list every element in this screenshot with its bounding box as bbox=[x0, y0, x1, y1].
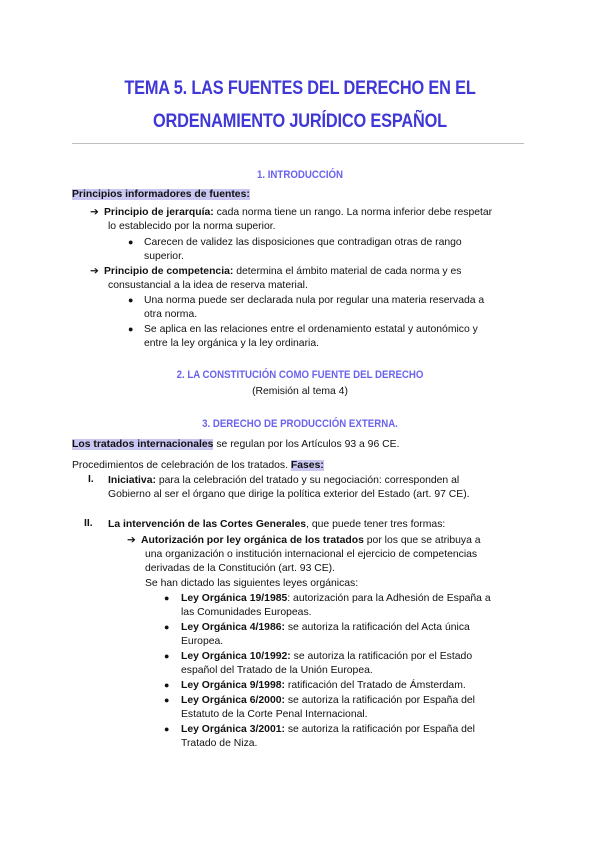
arrow-icon: ➔ bbox=[90, 207, 99, 218]
title-divider bbox=[72, 143, 524, 144]
bullet-icon: ● bbox=[128, 324, 134, 334]
law-text-cont: español del Tratado de la Unión Europea. bbox=[181, 665, 373, 676]
principle-competencia bbox=[90, 265, 461, 278]
bullet-icon: ● bbox=[164, 622, 170, 632]
principle-jerarquia-bullet: Carecen de validez las disposiciones que contradigan otras de rango bbox=[144, 237, 462, 248]
treaties-label: Los tratados internacionales bbox=[72, 439, 214, 450]
authorization-text-cont-3: Se han dictado las siguientes leyes orgánicas: bbox=[145, 578, 359, 589]
bullet-icon: ● bbox=[164, 724, 170, 734]
law-name: Ley Orgánica 6/2000: bbox=[181, 695, 285, 706]
phase-iniciativa bbox=[108, 474, 459, 487]
law-text: se autoriza la ratificación por España del bbox=[284, 724, 475, 735]
principle-competencia-text-cont: consustancial a la idea de reserva material. bbox=[108, 280, 308, 291]
procedures-line bbox=[72, 459, 324, 472]
section-note-remision: (Remisión al tema 4) bbox=[252, 386, 348, 397]
principles-label: Principios informadores de fuentes: bbox=[72, 189, 250, 200]
authorization-text-cont-1: una organización o institución internacional el ejercicio de competencias bbox=[145, 549, 478, 560]
section-heading-produccion-externa: 3. DERECHO DE PRODUCCIÓN EXTERNA. bbox=[202, 418, 398, 430]
law-name: Ley Orgánica 4/1986: bbox=[181, 622, 285, 633]
law-name: Ley Orgánica 3/2001: bbox=[181, 724, 285, 735]
bullet-icon: ● bbox=[128, 295, 134, 305]
law-text-cont: las Comunidades Europeas. bbox=[181, 607, 312, 618]
authorization-text: por los que se atribuya a bbox=[363, 535, 481, 546]
principle-competencia-bullet-1: Una norma puede ser declarada nula por regular una materia reservada a bbox=[144, 295, 485, 306]
principle-competencia-label: Principio de competencia: bbox=[104, 266, 234, 277]
principle-jerarquia-label: Principio de jerarquía: bbox=[104, 207, 214, 218]
bullet-icon: ● bbox=[128, 237, 134, 247]
principle-jerarquia-bullet-cont: superior. bbox=[144, 251, 184, 262]
arrow-icon: ➔ bbox=[127, 535, 136, 546]
phase-cortes bbox=[108, 518, 445, 531]
law-text: ratificación del Tratado de Ámsterdam. bbox=[284, 680, 466, 691]
authorization-label: Autorización por ley orgánica de los tratados bbox=[141, 535, 364, 546]
law-text-cont: Europea. bbox=[181, 636, 224, 647]
treaties-text: se regulan por los Artículos 93 a 96 CE. bbox=[213, 439, 400, 450]
phase-iniciativa-label: Iniciativa: bbox=[108, 475, 156, 486]
law-text: : autorización para la Adhesión de España a bbox=[287, 593, 491, 604]
phase-iniciativa-text: para la celebración del tratado y su negociación: corresponden al bbox=[155, 475, 460, 486]
law-item bbox=[181, 723, 475, 736]
law-name: Ley Orgánica 9/1998: bbox=[181, 680, 285, 691]
principle-competencia-bullet-2: Se aplica en las relaciones entre el ordenamiento estatal y autonómico y bbox=[144, 324, 478, 335]
treaties-line bbox=[72, 438, 399, 451]
authorization-text-cont-2: derivadas de la Constitución (art. 93 CE). bbox=[145, 563, 336, 574]
principle-jerarquia-text: cada norma tiene un rango. La norma inferior debe respetar bbox=[213, 207, 493, 218]
law-item bbox=[181, 679, 466, 692]
bullet-icon: ● bbox=[164, 651, 170, 661]
section-heading-constitucion: 2. LA CONSTITUCIÓN COMO FUENTE DEL DERECHO bbox=[176, 369, 424, 381]
phase-number-2: II. bbox=[84, 518, 93, 529]
procedures-text: Procedimientos de celebración de los tratados. bbox=[72, 460, 291, 471]
phases-label: Fases: bbox=[290, 460, 324, 471]
law-item bbox=[181, 621, 470, 634]
law-item bbox=[181, 694, 475, 707]
bullet-icon: ● bbox=[164, 695, 170, 705]
document-title-line1: TEMA 5. LAS FUENTES DEL DERECHO EN EL bbox=[124, 78, 476, 99]
principle-jerarquia bbox=[90, 206, 492, 219]
principle-jerarquia-text-cont: lo establecido por la norma superior. bbox=[108, 221, 276, 232]
law-item bbox=[181, 650, 472, 663]
law-name: Ley Orgánica 10/1992: bbox=[181, 651, 291, 662]
principle-competencia-bullet-2-cont: entre la ley orgánica y la ley ordinaria. bbox=[144, 338, 320, 349]
law-text-cont: Estatuto de la Corte Penal Internacional. bbox=[181, 709, 368, 720]
principle-competencia-text: determina el ámbito material de cada norma y es bbox=[233, 266, 462, 277]
law-name: Ley Orgánica 19/1985 bbox=[181, 593, 288, 604]
law-text-cont: Tratado de Niza. bbox=[181, 738, 258, 749]
authorization-line bbox=[127, 534, 481, 547]
principle-competencia-bullet-1-cont: otra norma. bbox=[144, 309, 198, 320]
document-title-line2: ORDENAMIENTO JURÍDICO ESPAÑOL bbox=[152, 111, 447, 132]
law-text: se autoriza la ratificación por el Estado bbox=[290, 651, 473, 662]
bullet-icon: ● bbox=[164, 593, 170, 603]
law-text: se autoriza la ratificación del Acta única bbox=[284, 622, 470, 633]
law-item bbox=[181, 592, 491, 605]
section-heading-introduccion: 1. INTRODUCCIÓN bbox=[256, 169, 344, 181]
principles-label-line bbox=[72, 188, 250, 201]
phase-iniciativa-text-cont: Gobierno al ser el órgano que dirige la política exterior del Estado (art. 97 CE). bbox=[108, 489, 470, 500]
bullet-icon: ● bbox=[164, 680, 170, 690]
phase-cortes-label: La intervención de las Cortes Generales bbox=[108, 519, 307, 530]
phase-cortes-text: , que puede tener tres formas: bbox=[306, 519, 446, 530]
law-text: se autoriza la ratificación por España del bbox=[284, 695, 475, 706]
arrow-icon: ➔ bbox=[90, 266, 99, 277]
phase-number-1: I. bbox=[88, 474, 94, 485]
